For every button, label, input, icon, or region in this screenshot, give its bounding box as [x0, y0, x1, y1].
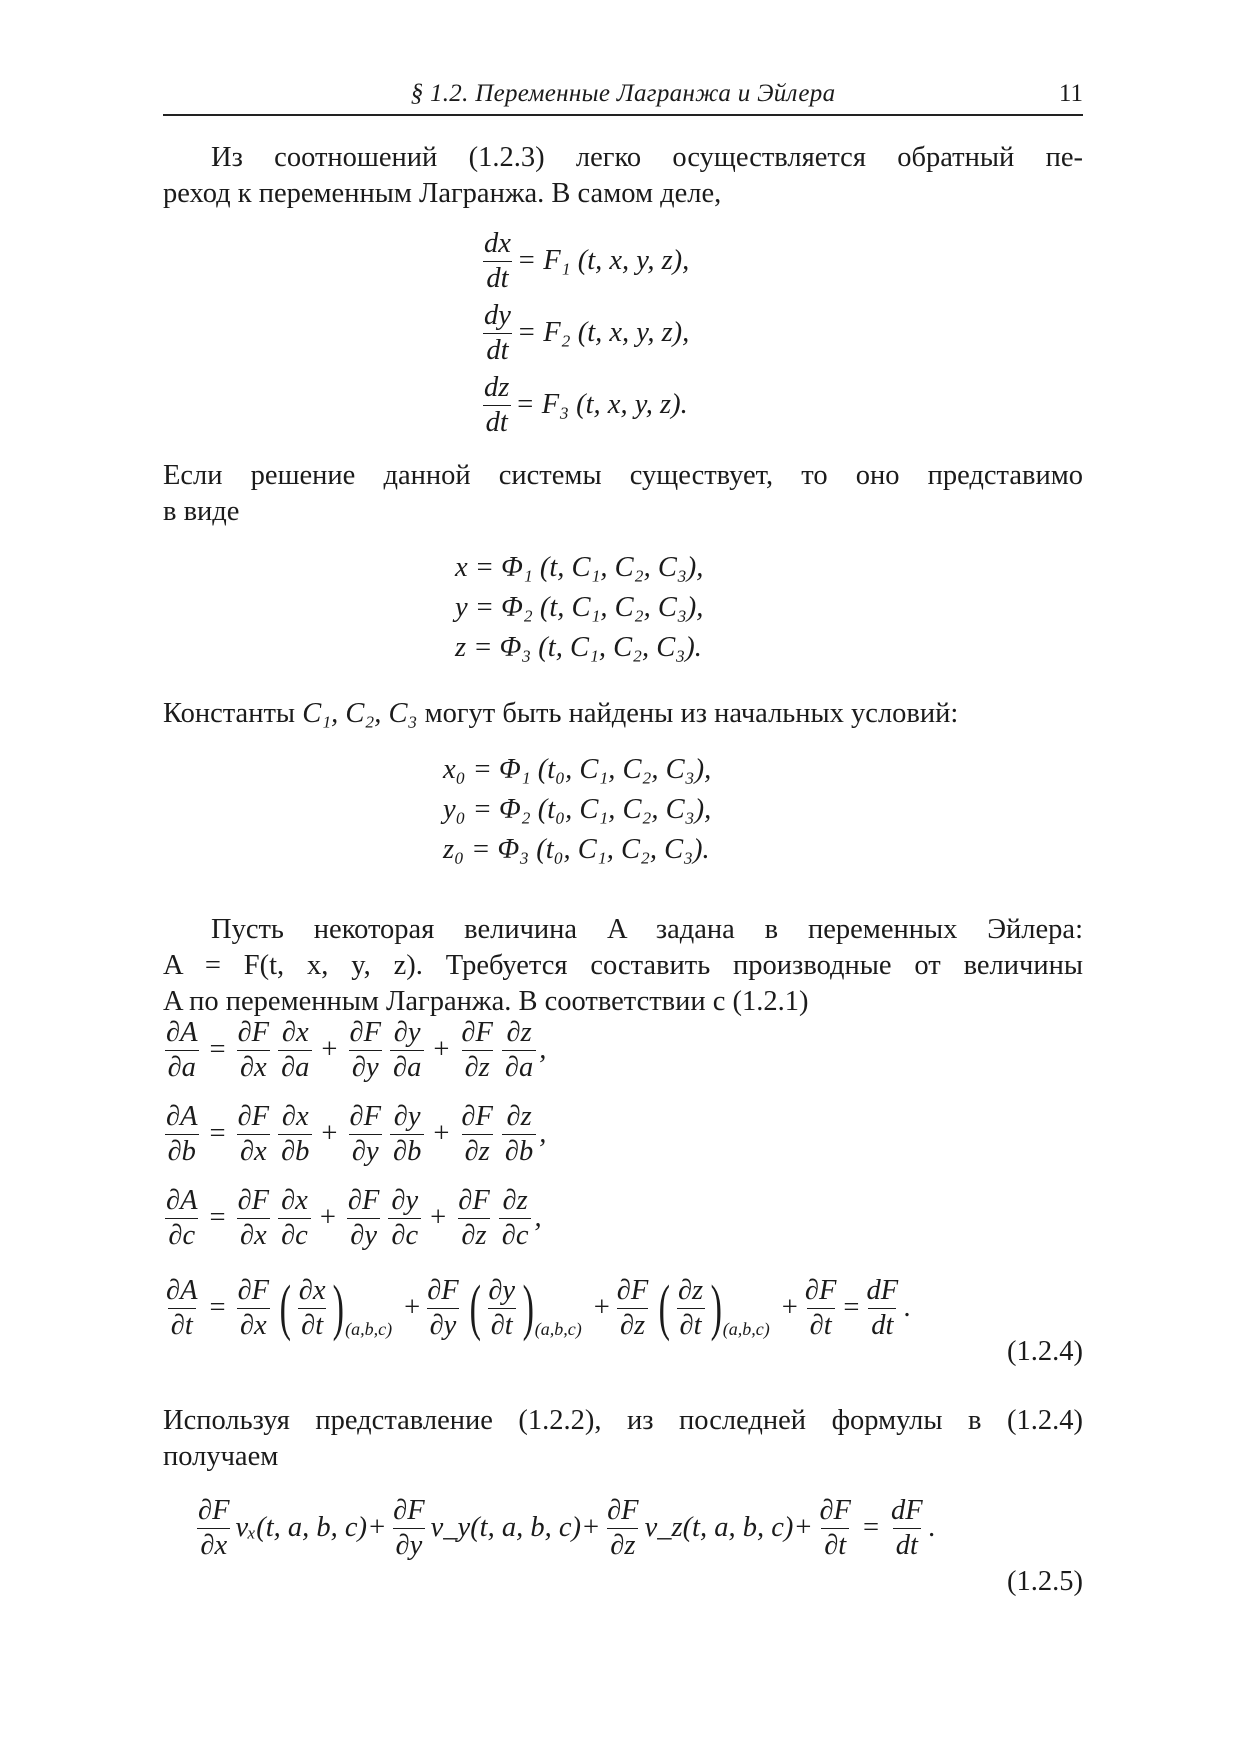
equation-124-row-a: $\frac{\partial A}{\partial a}$ = $\frac{\partial F}{\partial x}$ $\frac{\partial x}{\partial a}$ + $\frac{\partial F}{\partial y}$ $\frac{\partial y}{\partial a}$ + $\frac{\partial F}{\partial z}$ $\frac{\partial z}{\partial a}$ ,: [160, 1008, 911, 1092]
dt: ∂t: [677, 1308, 705, 1341]
equation-init-row-1: x₀ = Φ₁ (t₀, C₁, C₂, C₃),: [443, 754, 712, 785]
dx: ∂x: [197, 1528, 230, 1561]
var-b: b: [519, 1135, 534, 1167]
partial-a-num: ∂A: [166, 1274, 198, 1306]
subscript-abc: (a,b,c): [345, 1318, 393, 1339]
dz: ∂z: [607, 1528, 638, 1561]
db: ∂b: [390, 1134, 424, 1167]
var-a: a: [295, 1051, 310, 1083]
var-a: a: [407, 1051, 422, 1083]
paragraph-5: [163, 1403, 1083, 1475]
dz-num: ∂z: [502, 1184, 528, 1216]
dy: ∂y: [349, 1134, 382, 1167]
equation-124-row-t: $\frac{\partial A}{\partial t}$ = $\frac{\partial F}{\partial x}$ ( $\frac{\partial x}{\partial t}$ ) (a,b,c) + $\frac{\partial F}{\partial y}$ ( $\frac{\partial y}{\partial t}$ ) (a,b,c) + $\frac{\partial F}{\partial z}$ ( $\frac{\partial z}{\partial t}$ ) (a,b,c) + $\frac{\partial F}{\partial t}$ = $\frac{dF}{dt}$ .: [160, 1260, 911, 1356]
punct: ,: [539, 1118, 547, 1149]
paragraph-4-line-1: Пусть некоторая величина A задана в переменных Эйлера:: [211, 914, 1083, 945]
dz: ∂z: [462, 1134, 493, 1167]
fraction-numerator: dy: [484, 299, 511, 331]
dy: ∂y: [393, 1528, 426, 1561]
equation-rhs: = F₃ (t, x, y, z).: [515, 389, 688, 420]
db: ∂b: [278, 1134, 312, 1167]
velocity-y-term: v_y(t, a, b, c): [430, 1512, 581, 1543]
dx-num: ∂x: [281, 1100, 309, 1132]
equation-rhs: = F₂ (t, x, y, z),: [516, 317, 690, 348]
equation-system-phi: [455, 548, 703, 668]
fraction-denominator: dt: [483, 405, 511, 438]
equation-124-row-c: $\frac{\partial A}{\partial c}$ = $\frac{\partial F}{\partial x}$ $\frac{\partial x}{\partial c}$ + $\frac{\partial F}{\partial y}$ $\frac{\partial y}{\partial c}$ + $\frac{\partial F}{\partial z}$ $\frac{\partial z}{\partial c}$ ,: [160, 1176, 911, 1260]
var-t: t: [315, 1309, 324, 1341]
running-head: [163, 78, 1083, 116]
paragraph-5-line-2: получаем: [163, 1441, 279, 1472]
equation-phi-row-3: z = Φ₃ (t, C₁, C₂, C₃).: [455, 632, 702, 663]
partial-a-num: ∂A: [166, 1016, 198, 1048]
dy: ∂y: [349, 1050, 382, 1083]
paragraph-5-line-1: Используя представление (1.2.2), из последней формулы в (1.2.4): [163, 1405, 1083, 1436]
paragraph-1-line-2: реход к переменным Лагранжа. В самом деле,: [163, 178, 722, 209]
dx-num: ∂x: [281, 1184, 308, 1216]
var-b: b: [407, 1135, 422, 1167]
paragraph-3-line-1: [163, 696, 1083, 732]
dz-num: ∂z: [506, 1016, 532, 1048]
punct: ,: [539, 1034, 547, 1065]
dc: ∂c: [388, 1218, 421, 1251]
equation-system-f: [478, 225, 689, 441]
constants-symbols: C₁, C₂, C₃: [302, 698, 418, 729]
dF: ∂F: [349, 1100, 381, 1132]
dy-num: ∂y: [391, 1184, 419, 1216]
punct: ,: [534, 1202, 542, 1233]
equation-f-row-3: [478, 369, 689, 441]
dc: ∂c: [499, 1218, 532, 1251]
partial-b-den: ∂b: [165, 1134, 199, 1167]
equation-init-row-3: z₀ = Φ₃ (t₀, C₁, C₂, C₃).: [443, 834, 710, 865]
dx-num: ∂x: [281, 1016, 309, 1048]
dt: ∂t: [298, 1308, 326, 1341]
da: ∂a: [390, 1050, 424, 1083]
dy-num: ∂y: [393, 1100, 421, 1132]
var-c: c: [405, 1219, 419, 1251]
dF: ∂F: [458, 1184, 490, 1216]
paren-group-y: ( $\frac{\partial y}{\partial t}$ ) (a,b,c): [465, 1276, 582, 1341]
equation-phi-row-1: x = Φ₁ (t, C₁, C₂, C₃),: [455, 552, 704, 583]
paragraph-2-line-1: Если решение данной системы существует, то оно представимо: [163, 460, 1083, 491]
dF: ∂F: [607, 1494, 639, 1526]
velocity-z-term: v_z(t, a, b, c): [644, 1512, 794, 1543]
partial-a-num: ∂A: [166, 1184, 198, 1216]
var-a: a: [181, 1051, 196, 1083]
subscript-abc: (a,b,c): [534, 1318, 582, 1339]
var-a: a: [519, 1051, 534, 1083]
paragraph-3-text-after: могут быть найдены из начальных условий:: [417, 698, 959, 729]
equation-label-1-2-4: (1.2.4): [1007, 1336, 1083, 1367]
equation-phi-row-2: y = Φ₂ (t, C₁, C₂, C₃),: [455, 592, 704, 623]
partial-a-num: ∂A: [166, 1100, 198, 1132]
paragraph-2-line-2: в виде: [163, 496, 240, 527]
equation-rhs: = F₁ (t, x, y, z),: [516, 245, 690, 276]
paragraph-4-line-2: A = F(t, x, y, z). Требуется составить производные от величины: [163, 950, 1083, 981]
dt: ∂t: [821, 1528, 849, 1561]
paragraph-3-text-before: Константы: [163, 698, 303, 729]
var-t: t: [184, 1309, 193, 1341]
dF: ∂F: [616, 1274, 649, 1306]
fraction-denominator: dt: [483, 261, 511, 294]
da: ∂a: [502, 1050, 536, 1083]
fraction-numerator: dx: [484, 227, 511, 259]
paren-group-x: ( $\frac{\partial x}{\partial t}$ ) (a,b,c): [275, 1276, 392, 1341]
var-c: c: [515, 1219, 529, 1251]
dF: ∂F: [237, 1100, 270, 1132]
fraction-numerator: dz: [484, 371, 510, 403]
dz: ∂z: [462, 1050, 493, 1083]
dt: ∂t: [807, 1308, 835, 1341]
dF: ∂F: [347, 1184, 380, 1216]
da: ∂a: [278, 1050, 312, 1083]
partial-t-den: ∂t: [168, 1308, 196, 1341]
equation-124-row-b: $\frac{\partial A}{\partial b}$ = $\frac{\partial F}{\partial x}$ $\frac{\partial x}{\partial b}$ + $\frac{\partial F}{\partial y}$ $\frac{\partial y}{\partial b}$ + $\frac{\partial F}{\partial z}$ $\frac{\partial z}{\partial b}$ ,: [160, 1092, 911, 1176]
dF: ∂F: [237, 1016, 270, 1048]
dF: ∂F: [349, 1016, 381, 1048]
total-dt: dt: [868, 1308, 896, 1341]
dx: ∂x: [237, 1218, 270, 1251]
var-c: c: [295, 1219, 308, 1251]
fraction-denominator: dt: [483, 333, 511, 366]
dx-num: ∂x: [298, 1274, 326, 1306]
var-b: b: [295, 1135, 310, 1167]
paragraph-3: [163, 696, 1083, 732]
dx: ∂x: [237, 1050, 270, 1083]
subscript-abc: (a,b,c): [722, 1318, 770, 1339]
equation-125-row: $\frac{\partial F}{\partial x}$ vₓ(t, a, b, c) + $\frac{\partial F}{\partial y}$ v_y(t, a, b, c) + $\frac{\partial F}{\partial z}$ v_z(t, a, b, c) + $\frac{\partial F}{\partial t}$ = $\frac{dF}{dt}$ .: [192, 1486, 936, 1570]
dy-num: ∂y: [488, 1274, 516, 1306]
partial-c-den: ∂c: [165, 1218, 198, 1251]
dF: ∂F: [198, 1494, 230, 1526]
dc: ∂c: [278, 1218, 311, 1251]
total-dt: dt: [893, 1528, 921, 1561]
dF: ∂F: [461, 1016, 493, 1048]
running-title: § 1.2. Переменные Лагранжа и Эйлера: [410, 80, 836, 107]
dx: ∂x: [237, 1134, 270, 1167]
equation-label-1-2-5: (1.2.5): [1007, 1566, 1083, 1597]
velocity-x-term: vₓ(t, a, b, c): [235, 1512, 368, 1543]
var-t: t: [823, 1309, 832, 1341]
var-t: t: [504, 1309, 513, 1341]
dF: ∂F: [461, 1100, 493, 1132]
dF: ∂F: [819, 1494, 851, 1526]
dy: ∂y: [427, 1308, 460, 1341]
dt: ∂t: [488, 1308, 516, 1341]
equation-1-2-5: [192, 1486, 936, 1570]
dF: ∂F: [804, 1274, 837, 1306]
dz: ∂z: [617, 1308, 648, 1341]
var-c: c: [182, 1219, 196, 1251]
dF: ∂F: [393, 1494, 425, 1526]
var-t: t: [693, 1309, 702, 1341]
total-dF: dF: [891, 1494, 923, 1526]
paragraph-4: [163, 912, 1083, 1020]
var-t: t: [838, 1529, 847, 1561]
equation-system-initial: [443, 750, 711, 870]
dy: ∂y: [347, 1218, 380, 1251]
dz-num: ∂z: [677, 1274, 704, 1306]
punct: .: [904, 1292, 912, 1323]
paragraph-2: [163, 458, 1083, 530]
equation-f-row-2: [478, 297, 689, 369]
equation-init-row-2: y₀ = Φ₂ (t₀, C₁, C₂, C₃),: [443, 794, 712, 825]
dF: ∂F: [427, 1274, 459, 1306]
dF: ∂F: [237, 1184, 270, 1216]
dy-num: ∂y: [393, 1016, 421, 1048]
dz: ∂z: [458, 1218, 489, 1251]
equation-1-2-4: [160, 1008, 911, 1356]
db: ∂b: [502, 1134, 536, 1167]
partial-a-den: ∂a: [165, 1050, 199, 1083]
page-number: 11: [1058, 80, 1083, 107]
equation-f-row-1: [478, 225, 689, 297]
dx: ∂x: [237, 1308, 270, 1341]
paragraph-1: [163, 140, 1083, 212]
paragraph-4-line-3: A по переменным Лагранжа. В соответствии с (1.2.1): [163, 986, 809, 1017]
paren-group-z: ( $\frac{\partial z}{\partial t}$ ) (a,b,c): [654, 1276, 769, 1341]
var-b: b: [181, 1135, 196, 1167]
total-dF: dF: [866, 1274, 899, 1306]
paragraph-1-line-1: Из соотношений (1.2.3) легко осуществляется обратный пе-: [211, 142, 1083, 173]
dF: ∂F: [237, 1274, 270, 1306]
dz-num: ∂z: [506, 1100, 532, 1132]
